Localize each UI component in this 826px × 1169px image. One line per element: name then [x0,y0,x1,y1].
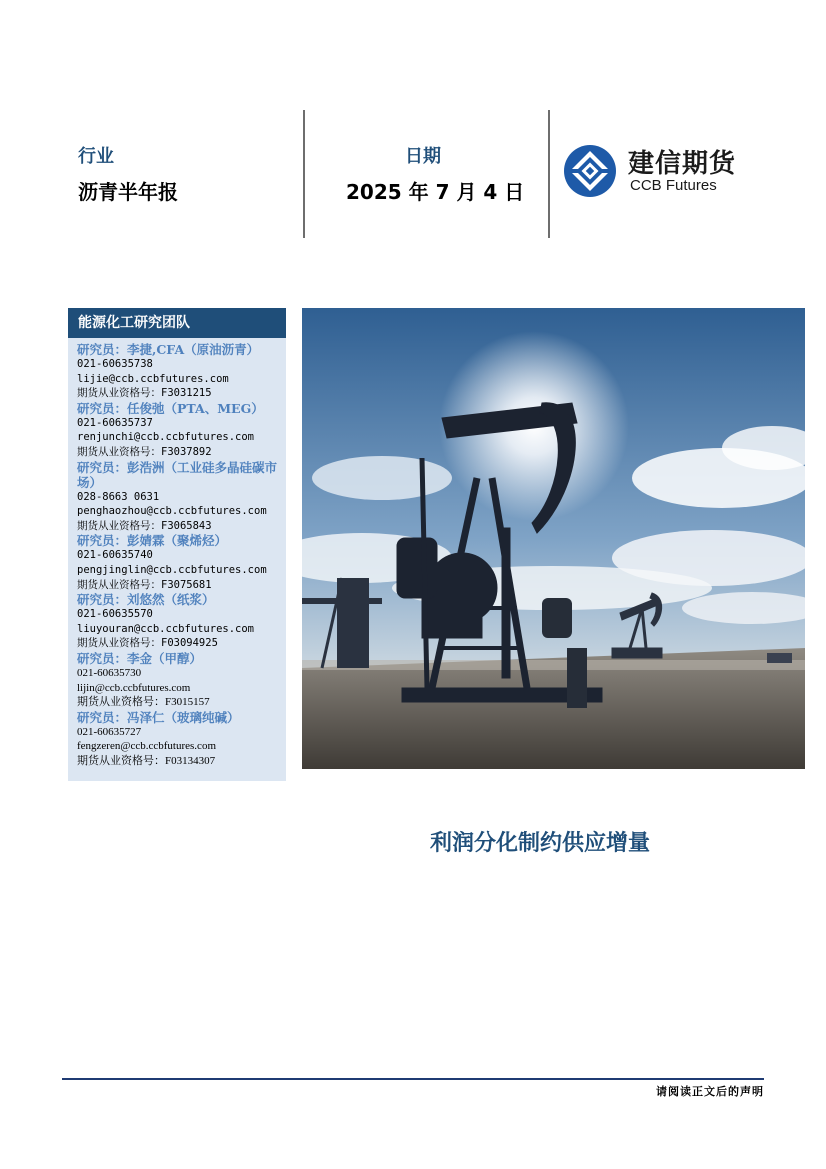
ccb-futures-logo [562,143,782,199]
logo-english-name: CCB Futures [630,177,717,194]
member-phone: 021-60635737 [77,416,153,429]
member-license: 期货从业资格号：F3031215 [77,387,212,400]
team-member-list [68,338,286,768]
team-member [77,401,286,460]
team-member [77,342,286,401]
member-email[interactable]: liuyouran@ccb.ccbfutures.com [77,622,255,635]
footer-disclaimer-note: 请阅读正文后的声明 [656,1085,764,1098]
member-name: 研究员：李捷,CFA（原油沥青） [77,342,260,357]
header-divider-right [548,110,550,238]
member-phone: 021-60635740 [77,549,153,562]
member-phone: 021-60635727 [77,725,142,738]
date-label: 日期 [405,146,441,167]
team-member [77,651,286,710]
member-name: 研究员：任俊弛（PTA、MEG） [77,400,264,416]
date-value: 2025 年 7 月 4 日 [346,180,525,204]
member-license: 期货从业资格号：F3065843 [77,519,212,532]
team-member [77,460,286,534]
pumpjack-illustration [302,308,805,769]
member-name: 研究员：冯泽仁（玻璃纯碱） [77,709,240,725]
header-divider-left [303,110,305,238]
member-email[interactable]: lijin@ccb.ccbfutures.com [77,681,191,694]
member-name: 研究员：李金（甲醇） [77,650,203,666]
industry-label: 行业 [78,146,114,167]
oil-pumpjack-photo [302,308,805,769]
team-title: 能源化工研究团队 [68,308,286,338]
member-name: 研究员：刘悠然（纸浆） [77,592,215,608]
report-title: 利润分化制约供应增量 [429,831,650,856]
member-name: 研究员：彭婧霖（聚烯烃） [77,533,228,549]
member-license: 期货从业资格号：F3075681 [77,578,212,591]
member-email[interactable]: penghaozhou@ccb.ccbfutures.com [77,505,267,518]
member-phone: 021-60635570 [77,608,153,621]
member-email[interactable]: renjunchi@ccb.ccbfutures.com [77,431,255,444]
team-member [77,533,286,592]
member-email[interactable]: pengjinglin@ccb.ccbfutures.com [77,563,267,576]
member-license: 期货从业资格号：F3015157 [77,696,210,709]
member-phone: 028-8663 0631 [77,490,160,503]
logo-chinese-name: 建信期货 [628,149,737,179]
research-team-panel [68,308,286,781]
footer-rule [62,1078,764,1080]
ccb-emblem-icon [562,143,620,199]
industry-value: 沥青半年报 [78,180,178,204]
member-license: 期货从业资格号：F3037892 [77,445,212,458]
team-member [77,592,286,651]
team-member [77,710,286,769]
member-license: 期货从业资格号：F03134307 [77,754,216,767]
member-phone: 021-60635730 [77,666,142,679]
member-phone: 021-60635738 [77,358,153,370]
member-email[interactable]: fengzeren@ccb.ccbfutures.com [77,740,216,753]
member-name: 研究员：彭浩洲（工业硅多晶硅碳市场） [77,459,278,490]
member-license: 期货从业资格号：F03094925 [77,637,218,650]
member-email[interactable]: lijie@ccb.ccbfutures.com [77,372,229,385]
